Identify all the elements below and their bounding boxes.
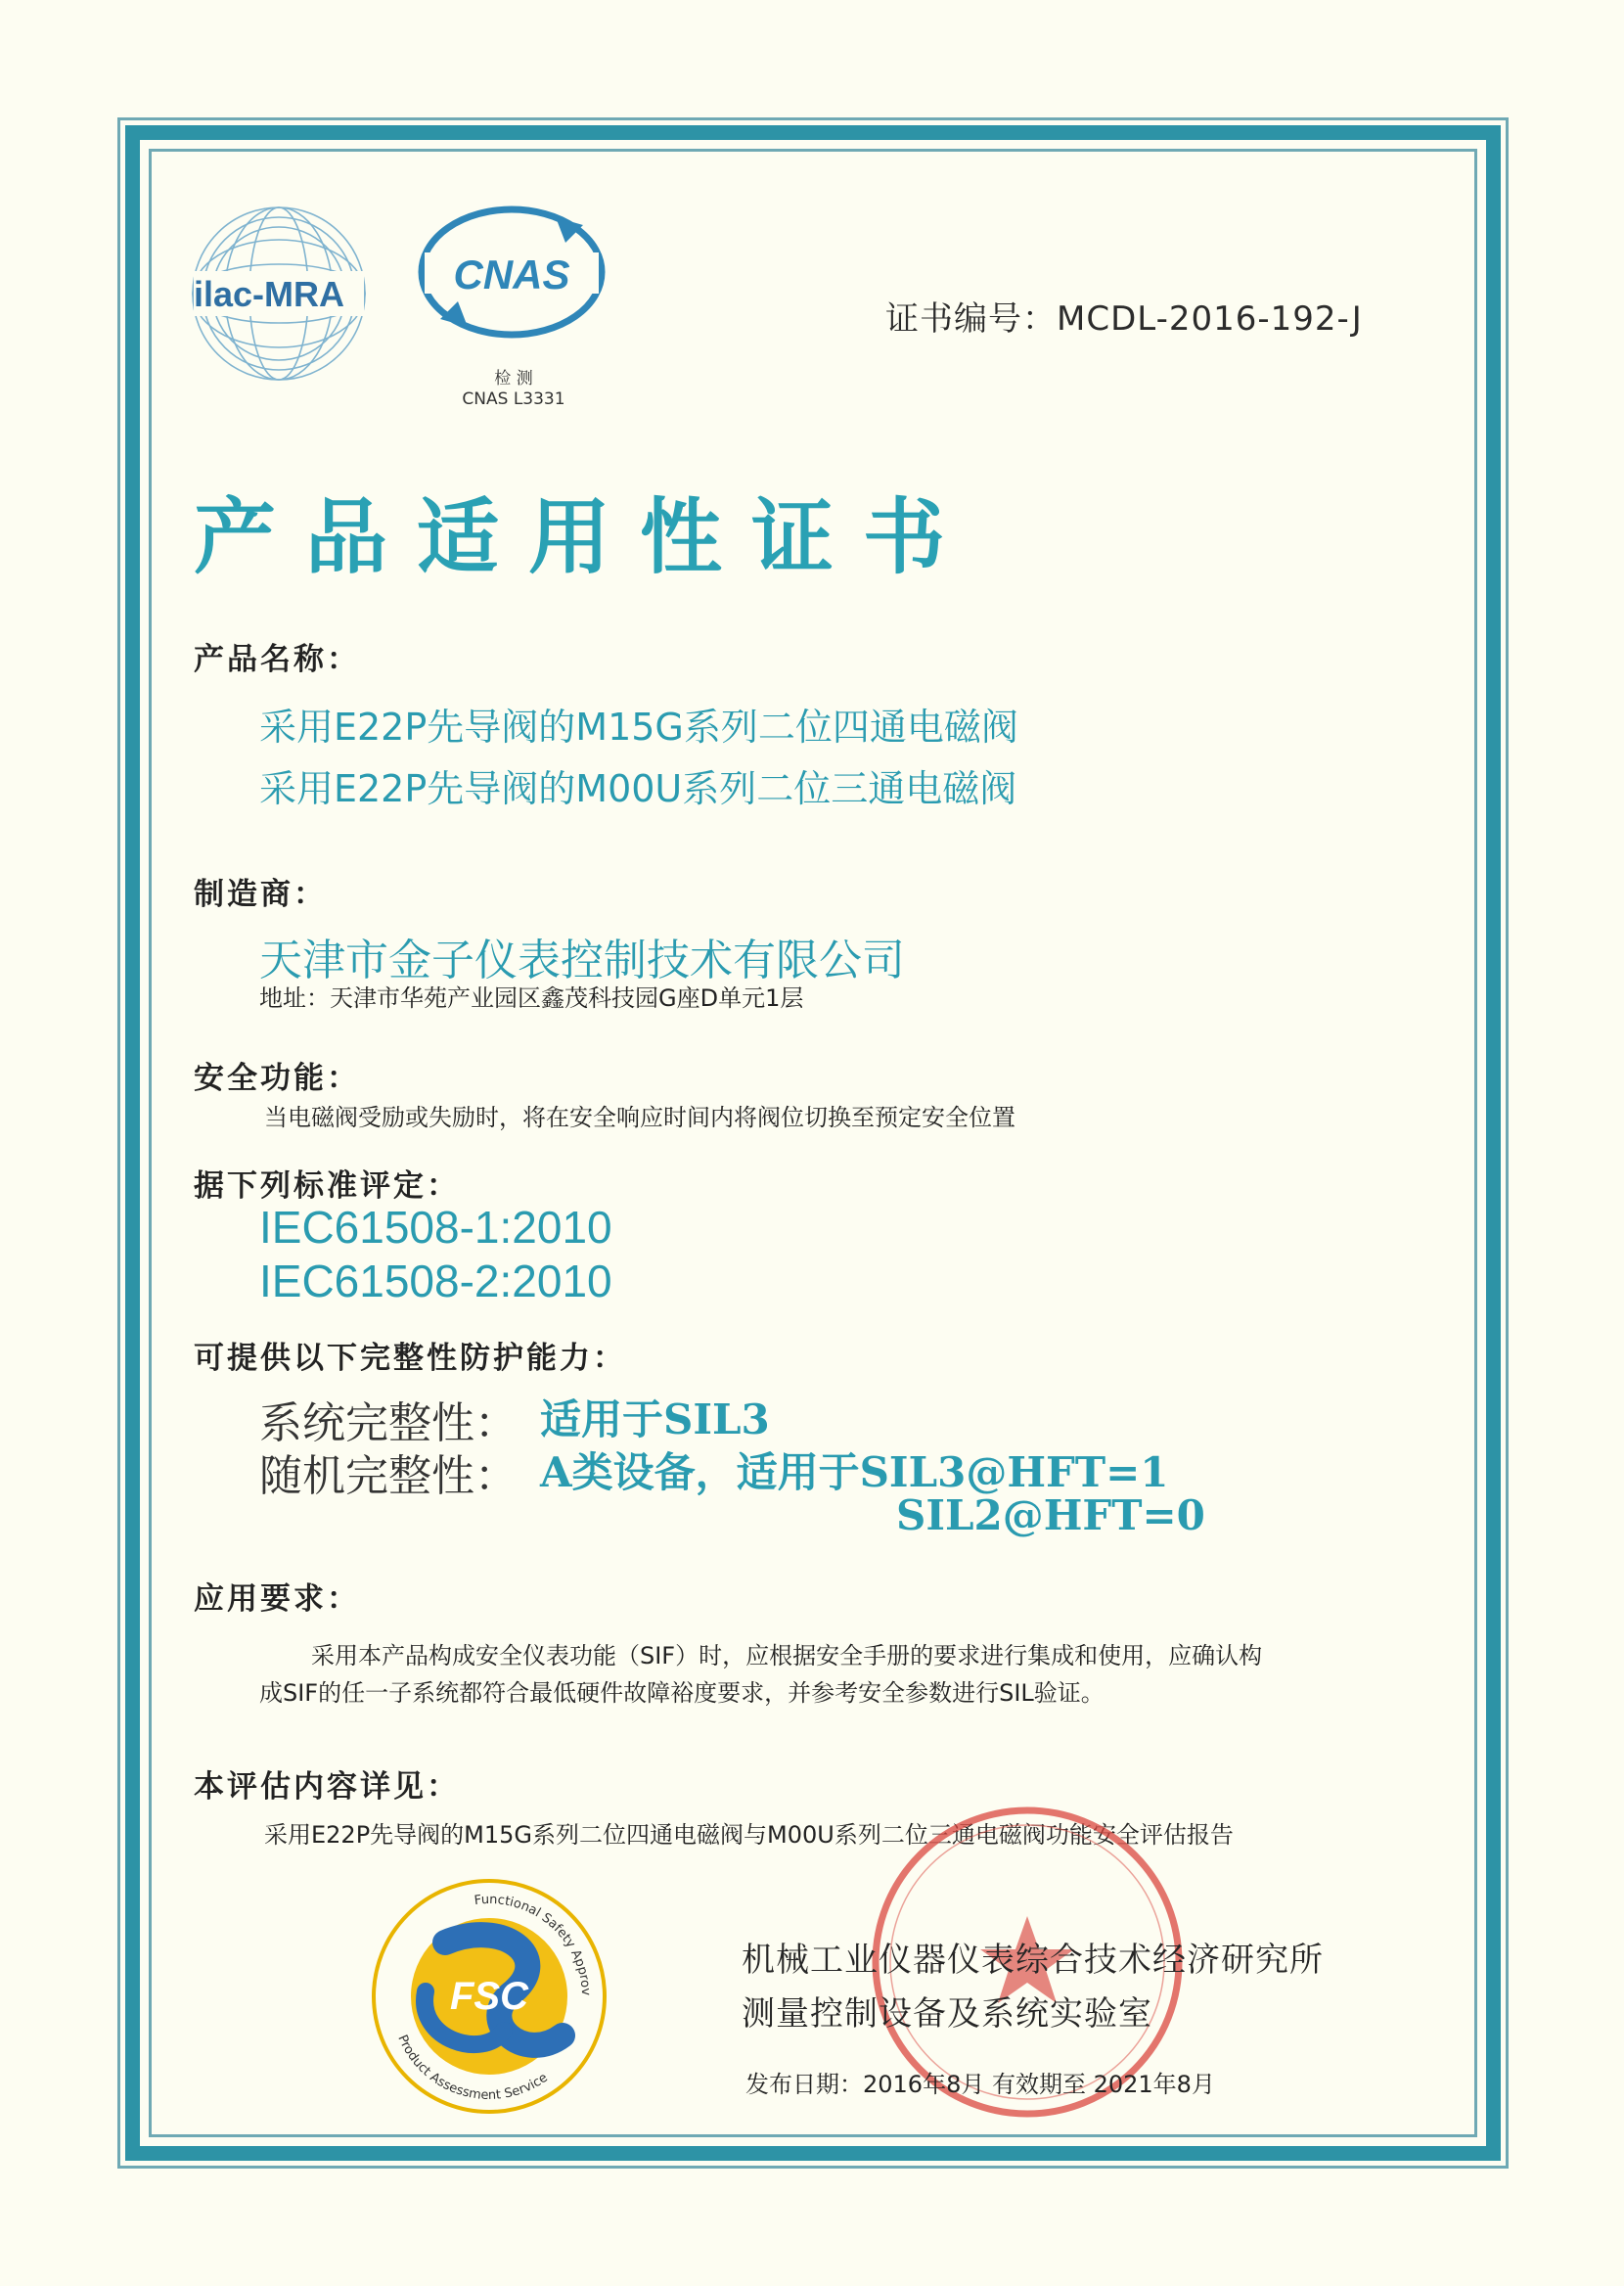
standard-1: IEC61508-1:2010 xyxy=(259,1202,612,1253)
random-integrity-value-1: A类设备，适用于SIL3@HFT=1 xyxy=(540,1448,1169,1496)
random-integrity-label: 随机完整性： xyxy=(259,1451,518,1501)
application-label: 应用要求： xyxy=(194,1581,360,1617)
certificate-number: 证书编号：MCDL-2016-192-J xyxy=(885,299,1363,339)
fsc-logo-text: FSC xyxy=(450,1975,528,2018)
page-title: 产品适用性证书 xyxy=(194,489,975,585)
product-line-2: 采用E22P先导阀的M00U系列二位三通电磁阀 xyxy=(259,767,1017,810)
systematic-integrity-label: 系统完整性： xyxy=(259,1398,518,1448)
systematic-integrity-value: 适用于SIL3 xyxy=(540,1395,770,1443)
issuer-line-1: 机械工业仪器仪表综合技术经济研究所 xyxy=(742,1941,1324,1980)
cnas-logo-text: CNAS xyxy=(453,251,570,297)
issuer-line-2: 测量控制设备及系统实验室 xyxy=(742,1994,1152,2034)
product-line-1: 采用E22P先导阀的M15G系列二位四通电磁阀 xyxy=(259,706,1018,749)
cnas-code: CNAS L3331 xyxy=(462,389,565,409)
integrity-label: 可提供以下完整性防护能力： xyxy=(194,1341,626,1376)
details-text: 采用E22P先导阀的M15G系列二位四通电磁阀与M00U系列二位三通电磁阀功能安全评估报告 xyxy=(264,1821,1234,1849)
cnas-logo xyxy=(409,196,614,372)
issue-dates: 发布日期：2016年8月 有效期至 2021年8月 xyxy=(745,2071,1215,2098)
details-label: 本评估内容详见： xyxy=(194,1769,460,1805)
product-label: 产品名称： xyxy=(194,642,360,677)
manufacturer-address: 地址：天津市华苑产业园区鑫茂科技园G座D单元1层 xyxy=(259,984,804,1012)
standards-label: 据下列标准评定： xyxy=(194,1168,460,1204)
ilac-mra-logo xyxy=(186,201,372,387)
fsc-logo xyxy=(357,1864,621,2128)
cnas-sub-cn: 检 测 xyxy=(494,369,533,389)
safety-function-text: 当电磁阀受励或失励时，将在安全响应时间内将阀位切换至预定安全位置 xyxy=(264,1104,1015,1131)
manufacturer-name: 天津市金子仪表控制技术有限公司 xyxy=(259,936,905,985)
safety-function-label: 安全功能： xyxy=(194,1061,360,1096)
manufacturer-label: 制造商： xyxy=(194,877,327,912)
application-line-2: 成SIF的任一子系统都符合最低硬件故障裕度要求，并参考安全参数进行SIL验证。 xyxy=(259,1679,1105,1707)
random-integrity-value-2: SIL2@HFT=0 xyxy=(896,1491,1205,1539)
fsc-arc-top: Functional Safety Approv xyxy=(473,1892,594,1996)
application-line-1: 采用本产品构成安全仪表功能（SIF）时，应根据安全手册的要求进行集成和使用，应确认构 xyxy=(311,1642,1263,1669)
ilac-logo-text: ilac-MRA xyxy=(194,274,345,314)
fsc-arc-bottom: Product Assessment Service xyxy=(394,2033,551,2104)
standard-2: IEC61508-2:2010 xyxy=(259,1256,612,1306)
